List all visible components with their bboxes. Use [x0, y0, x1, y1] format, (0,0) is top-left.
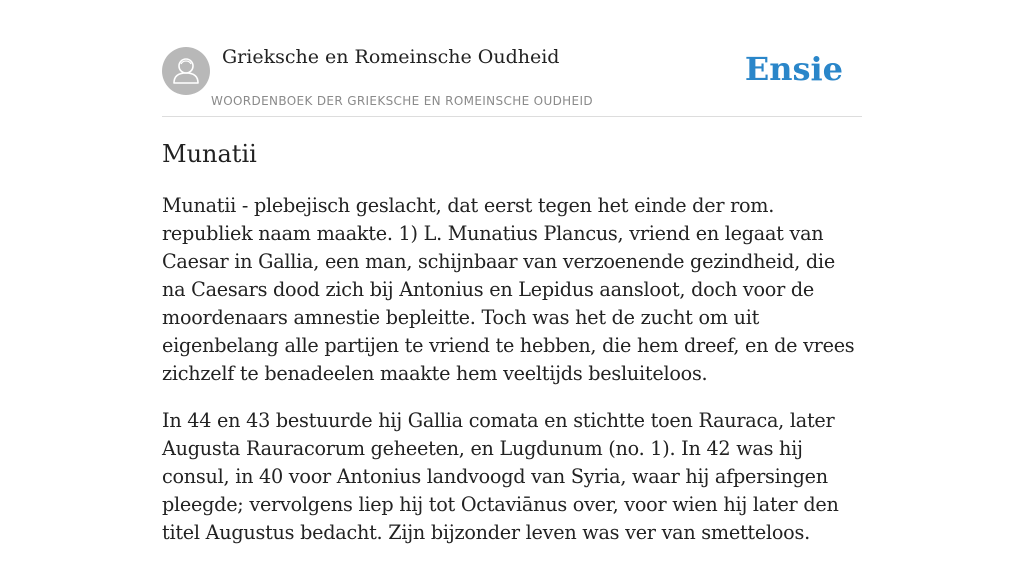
- avatar[interactable]: [162, 47, 210, 95]
- entry-paragraph-2: In 44 en 43 bestuurde hij Gallia comata en stichtte toen Rauraca, later Augusta Rauracorum geheeten, en Lugdunum (no. 1). In 42 was hij consul, in 40 voor Antonius landvoogd van Syria, waar hij afpersingen pleegde; vervolgens liep hij tot Octaviānus over, voor wien hij later den titel Augustus bedacht. Zijn bijzonder leven was ver van smetteloos.: [162, 409, 839, 544]
- entry-body: [162, 192, 862, 566]
- ensie-logo-link[interactable]: Ensie: [744, 50, 843, 88]
- entry-paragraph-1: Munatii - plebejisch geslacht, dat eerst tegen het einde der rom. republiek naam maakte. 1) L. Munatius Plancus, vriend en legaat van Caesar in Gallia, een man, schijnbaar van verzoenende gezindheid, die na Caesars dood zich bij Antonius en Lepidus aansloot, doch voor de moordenaars amnestie bepleitte. Toch was het de zucht om uit eigenbelang alle partijen te vriend te hebben, die hem dreef, en de vrees zichzelf te benadeelen maakte hem veeltijds besluiteloos.: [162, 194, 855, 385]
- site-subtitle: WOORDENBOEK DER GRIEKSCHE EN ROMEINSCHE OUDHEID: [211, 94, 593, 108]
- page-title: Munatii: [162, 140, 257, 168]
- site-title-link[interactable]: Grieksche en Romeinsche Oudheid: [222, 46, 560, 68]
- site-header: [162, 0, 862, 117]
- user-silhouette-icon: [162, 47, 210, 95]
- page: [162, 0, 862, 544]
